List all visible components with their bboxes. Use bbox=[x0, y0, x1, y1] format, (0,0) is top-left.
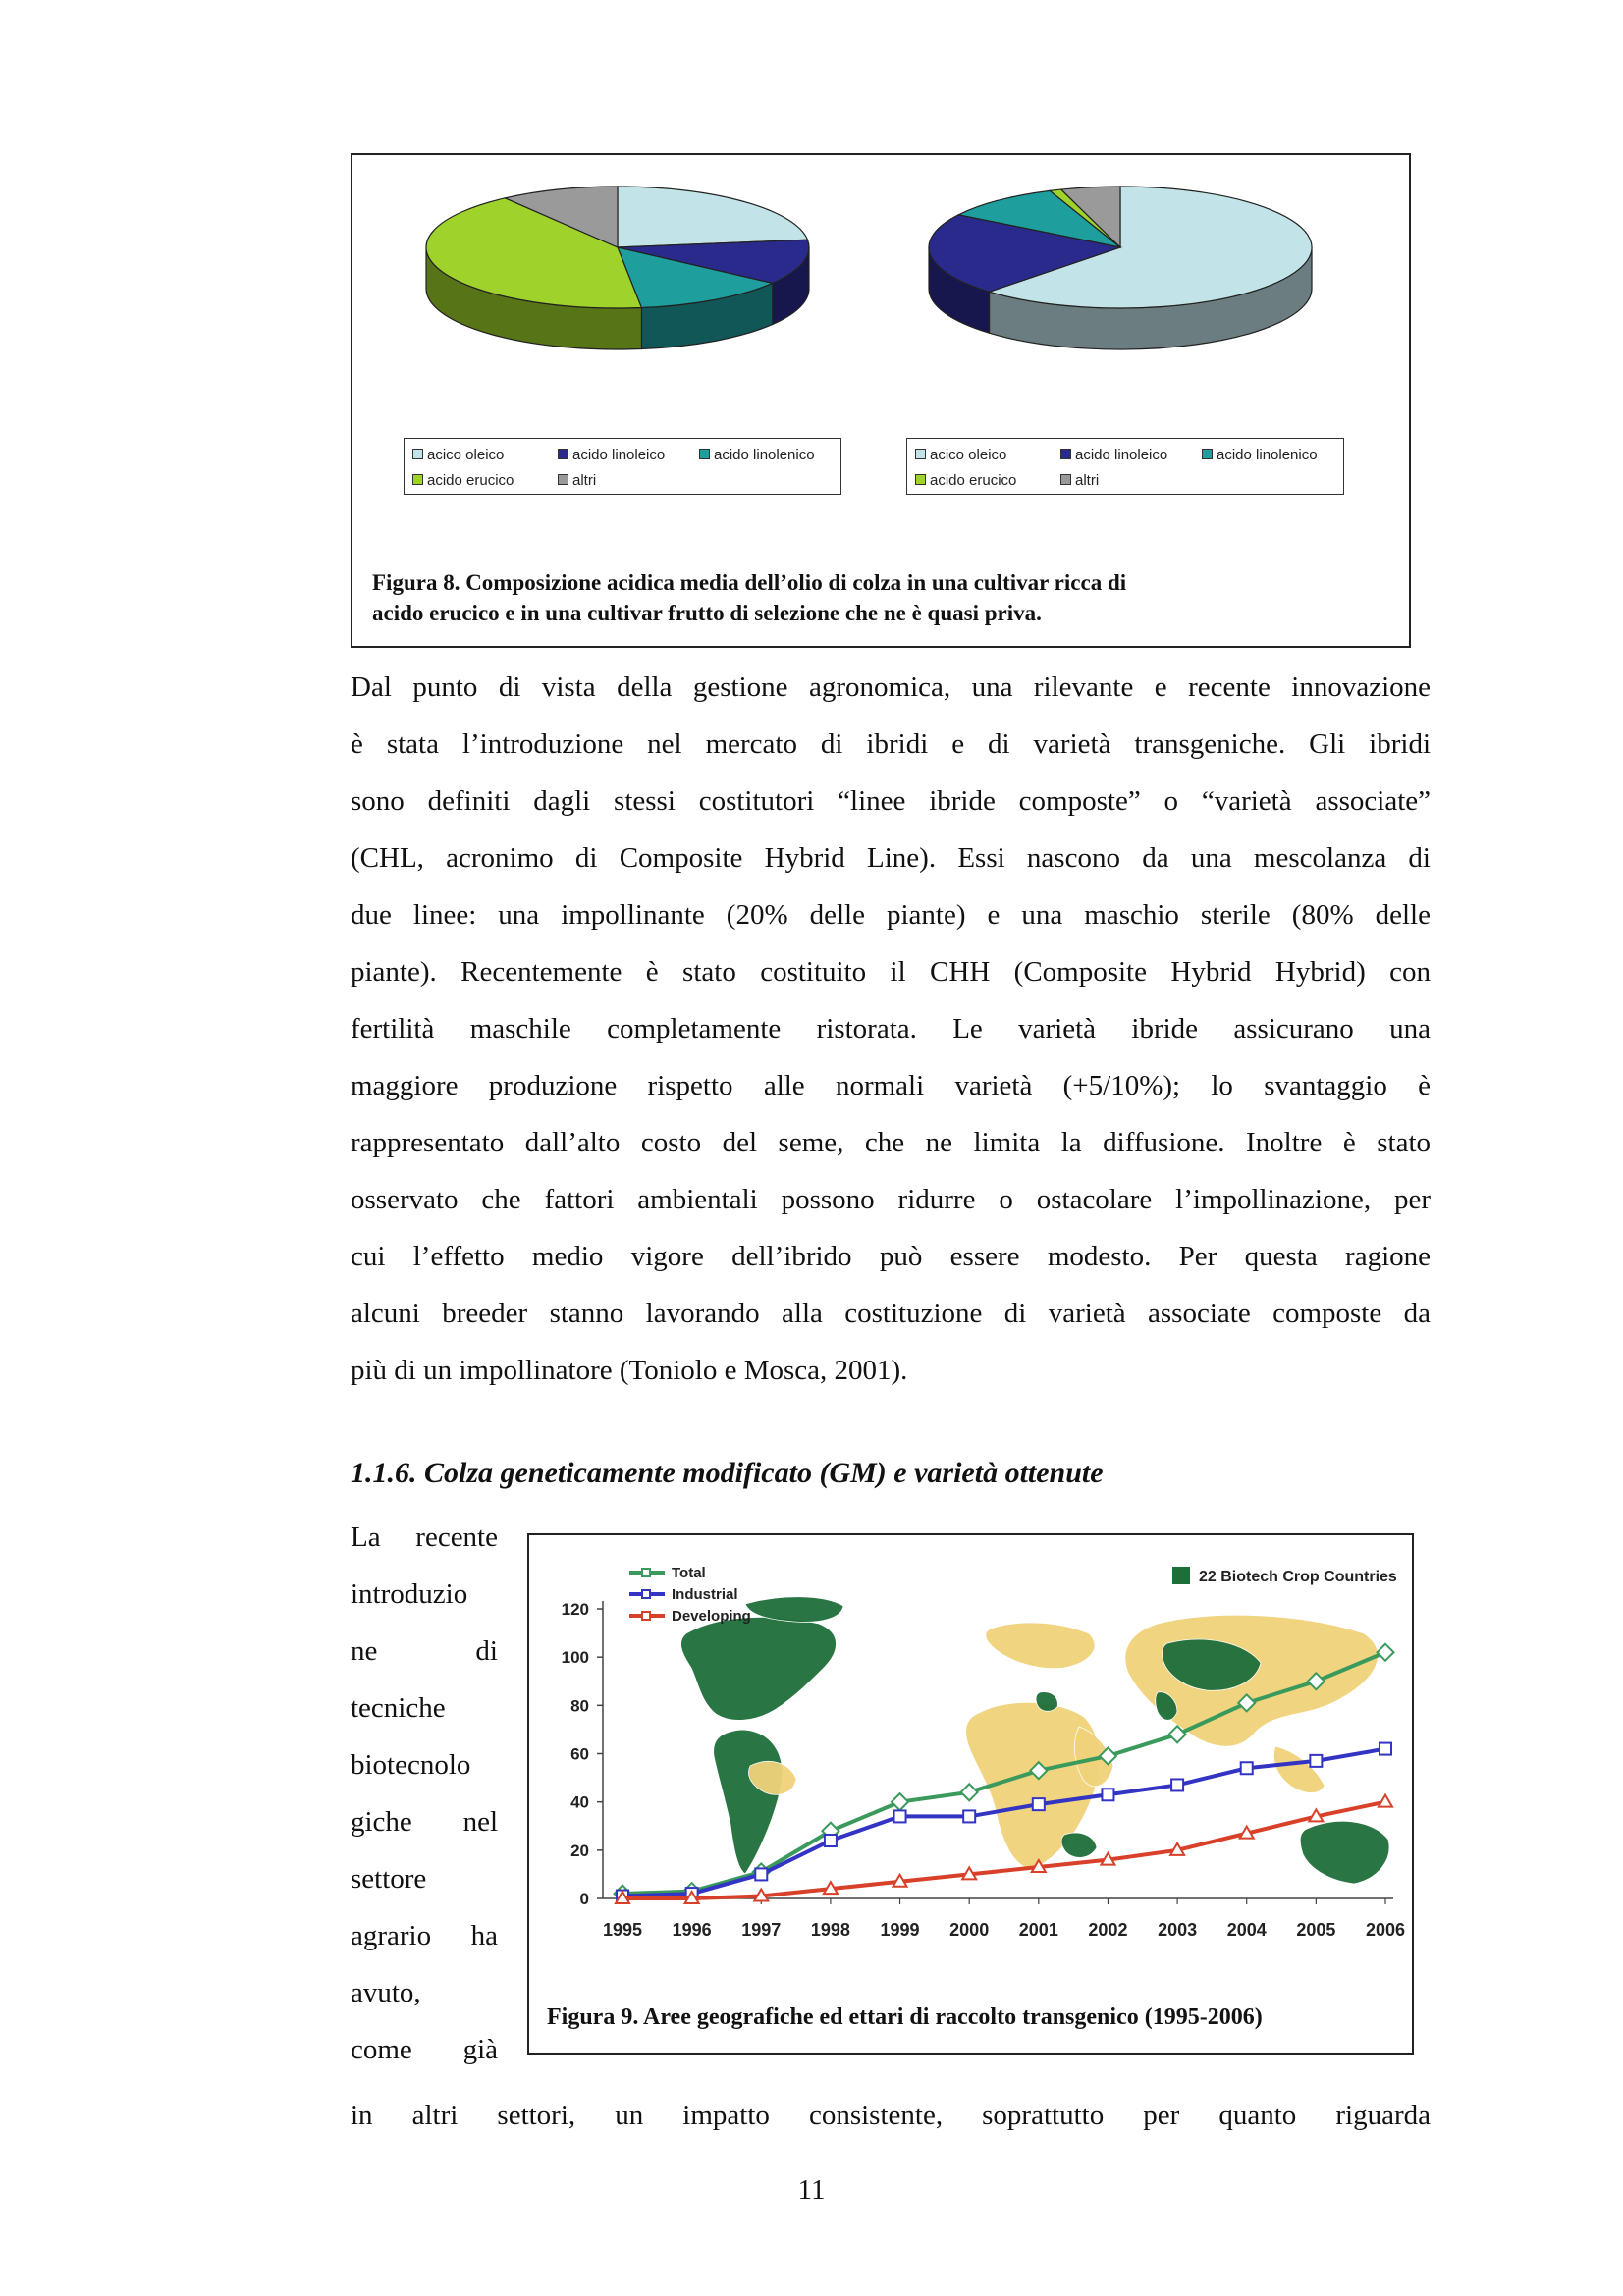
data-point bbox=[1033, 1798, 1045, 1810]
chart-legend bbox=[629, 1565, 751, 1625]
map-region bbox=[986, 1623, 1095, 1669]
text-line: maggiore produzione rispetto alle normali varietà (+5/10%); lo svantaggio è bbox=[351, 1070, 1431, 1101]
legend-swatch bbox=[1202, 449, 1213, 459]
biotech-chart bbox=[529, 1535, 1416, 2056]
data-point bbox=[1102, 1789, 1113, 1800]
y-tick-label: 100 bbox=[561, 1648, 589, 1668]
map-region bbox=[681, 1617, 837, 1720]
x-tick-label: 2003 bbox=[1158, 1920, 1198, 1940]
legend-item bbox=[915, 447, 1006, 463]
x-tick-label: 2000 bbox=[949, 1920, 990, 1940]
x-tick-label: 1998 bbox=[810, 1920, 850, 1940]
x-tick-label: 2001 bbox=[1018, 1920, 1058, 1940]
map-region bbox=[1061, 1833, 1097, 1857]
legend-marker bbox=[642, 1569, 650, 1576]
legend-item bbox=[558, 472, 596, 489]
map-legend-label: 22 Biotech Crop Countries bbox=[1199, 1569, 1397, 1585]
map-legend-swatch bbox=[1172, 1567, 1190, 1584]
y-tick-label: 80 bbox=[570, 1696, 589, 1716]
legend-swatch bbox=[915, 474, 926, 485]
map-region bbox=[1300, 1821, 1389, 1884]
text-line: settore bbox=[351, 1863, 427, 1895]
legend-label: altri bbox=[572, 472, 597, 489]
map-region bbox=[1036, 1692, 1057, 1712]
caption-line: acido erucico e in una cultivar frutto di selezione che ne è quasi priva. bbox=[372, 601, 1042, 625]
section-heading: 1.1.6. Colza geneticamente modificato (GM) e varietà ottenute bbox=[351, 1457, 1104, 1489]
legend-swatch bbox=[412, 449, 423, 459]
data-point bbox=[1378, 1644, 1394, 1661]
y-tick-label: 40 bbox=[570, 1792, 589, 1812]
legend-label: acido erucico bbox=[427, 472, 514, 489]
x-tick-label: 1997 bbox=[741, 1920, 782, 1940]
x-tick-label: 2005 bbox=[1296, 1920, 1336, 1940]
legend-label: acido linolenico bbox=[1217, 447, 1318, 463]
text-line: come già bbox=[351, 2034, 498, 2065]
x-tick-label: 1996 bbox=[672, 1920, 712, 1940]
legend-label: Total bbox=[672, 1565, 706, 1581]
text-line: introduzio bbox=[351, 1578, 468, 1610]
legend-swatch bbox=[915, 449, 926, 459]
y-tick-label: 60 bbox=[570, 1744, 589, 1764]
text-line: piante). Recentemente è stato costituito il CHH (Composite Hybrid Hybrid) con bbox=[351, 956, 1431, 988]
legend-swatch bbox=[699, 449, 710, 459]
text-line: Dal punto di vista della gestione agronomica, una rilevante e recente innovazione bbox=[351, 671, 1431, 703]
text-line: fertilità maschile completamente ristorata. Le varietà ibride assicurano una bbox=[351, 1013, 1431, 1044]
text-line: La recente bbox=[351, 1522, 498, 1553]
y-tick-label: 0 bbox=[579, 1890, 589, 1908]
map-region bbox=[1125, 1615, 1379, 1746]
x-tick-label: 2006 bbox=[1365, 1920, 1406, 1940]
data-point bbox=[1171, 1779, 1183, 1790]
legend-item bbox=[915, 472, 1016, 489]
text-line: osservato che fattori ambientali possono ridurre o ostacolare l’impollinazione, per bbox=[351, 1184, 1431, 1215]
text-line: giche nel bbox=[351, 1806, 498, 1838]
data-point bbox=[1380, 1743, 1391, 1755]
x-tick-label: 1999 bbox=[880, 1920, 920, 1940]
body-paragraph bbox=[351, 659, 1431, 1399]
text-line: in altri settori, un impatto consistente, soprattutto per quanto riguarda bbox=[351, 2100, 1431, 2131]
legend-swatch bbox=[412, 474, 423, 485]
legend-right bbox=[906, 438, 1344, 495]
figure-8 bbox=[351, 153, 1411, 648]
text-line: più di un impollinatore (Toniolo e Mosca, 2001). bbox=[351, 1355, 908, 1386]
figure-9 bbox=[527, 1533, 1414, 2055]
x-tick-label: 2004 bbox=[1226, 1920, 1267, 1940]
text-line: due linee: una impollinante (20% delle piante) e una maschio sterile (80% delle bbox=[351, 899, 1431, 931]
legend-label: acido linoleico bbox=[572, 447, 666, 463]
legend-item bbox=[1202, 447, 1318, 463]
legend-label: acido linolenico bbox=[714, 447, 815, 463]
data-point bbox=[1241, 1762, 1253, 1774]
legend-label: altri bbox=[1075, 472, 1100, 489]
legend-item bbox=[699, 447, 815, 463]
legend-item bbox=[1060, 447, 1167, 463]
text-line: è stata l’introduzione nel mercato di ibridi e di varietà transgeniche. Gli ibridi bbox=[351, 728, 1431, 760]
legend-item bbox=[412, 472, 514, 489]
legend-item bbox=[1060, 472, 1099, 489]
narrow-text-column bbox=[351, 1509, 498, 2078]
text-line: sono definiti dagli stessi costitutori “linee ibride composte” o “varietà associate” bbox=[351, 785, 1431, 817]
final-text-line bbox=[351, 2087, 1431, 2144]
legend-swatch bbox=[558, 474, 568, 485]
legend-left bbox=[404, 438, 841, 495]
legend-swatch bbox=[1060, 449, 1071, 459]
page-number: 11 bbox=[797, 2174, 826, 2206]
x-tick-label: 2002 bbox=[1088, 1920, 1128, 1940]
text-line: rappresentato dall’alto costo del seme, che ne limita la diffusione. Inoltre è stato bbox=[351, 1127, 1431, 1158]
legend-swatch bbox=[558, 449, 568, 459]
world-map bbox=[681, 1567, 1397, 1884]
text-line: alcuni breeder stanno lavorando alla costituzione di varietà associate composte da bbox=[351, 1298, 1431, 1329]
caption-line: Figura 8. Composizione acidica media dell’olio di colza in una cultivar ricca di bbox=[372, 570, 1127, 595]
legend-marker bbox=[642, 1612, 650, 1620]
data-point bbox=[825, 1835, 837, 1846]
legend-marker bbox=[642, 1590, 650, 1598]
legend-label: acido erucico bbox=[930, 472, 1017, 489]
data-point bbox=[894, 1810, 906, 1822]
x-tick-label: 1995 bbox=[602, 1920, 643, 1940]
legend-label: acico oleico bbox=[427, 447, 505, 463]
legend-label: acico oleico bbox=[930, 447, 1007, 463]
text-line: agrario ha bbox=[351, 1920, 498, 1951]
data-point bbox=[961, 1784, 978, 1800]
legend-label: Developing bbox=[672, 1608, 751, 1625]
figure-9-caption: Figura 9. Aree geografiche ed ettari di raccolto transgenico (1995-2006) bbox=[547, 2004, 1263, 2030]
text-line: (CHL, acronimo di Composite Hybrid Line). Essi nascono da una mescolanza di bbox=[351, 842, 1431, 874]
text-line: ne di bbox=[351, 1635, 498, 1667]
data-point bbox=[892, 1793, 908, 1810]
pie-slice bbox=[618, 187, 807, 247]
y-tick-label: 20 bbox=[570, 1841, 589, 1860]
text-line: biotecnolo bbox=[351, 1749, 471, 1781]
data-point bbox=[963, 1810, 975, 1822]
legend-swatch bbox=[1060, 474, 1071, 485]
figure-8-caption bbox=[372, 567, 1393, 628]
text-line: avuto, bbox=[351, 1977, 421, 2008]
data-point bbox=[755, 1868, 767, 1880]
legend-item bbox=[412, 447, 504, 463]
map-region bbox=[1273, 1746, 1325, 1793]
data-point bbox=[1310, 1755, 1322, 1767]
text-line: tecniche bbox=[351, 1692, 446, 1724]
legend-item bbox=[558, 447, 665, 463]
y-tick-label: 120 bbox=[561, 1600, 589, 1619]
text-line: cui l’effetto medio vigore dell’ibrido può essere modesto. Per questa ragione bbox=[351, 1241, 1431, 1272]
map-region bbox=[714, 1730, 783, 1874]
legend-label: Industrial bbox=[672, 1586, 738, 1603]
legend-label: acido linoleico bbox=[1075, 447, 1168, 463]
